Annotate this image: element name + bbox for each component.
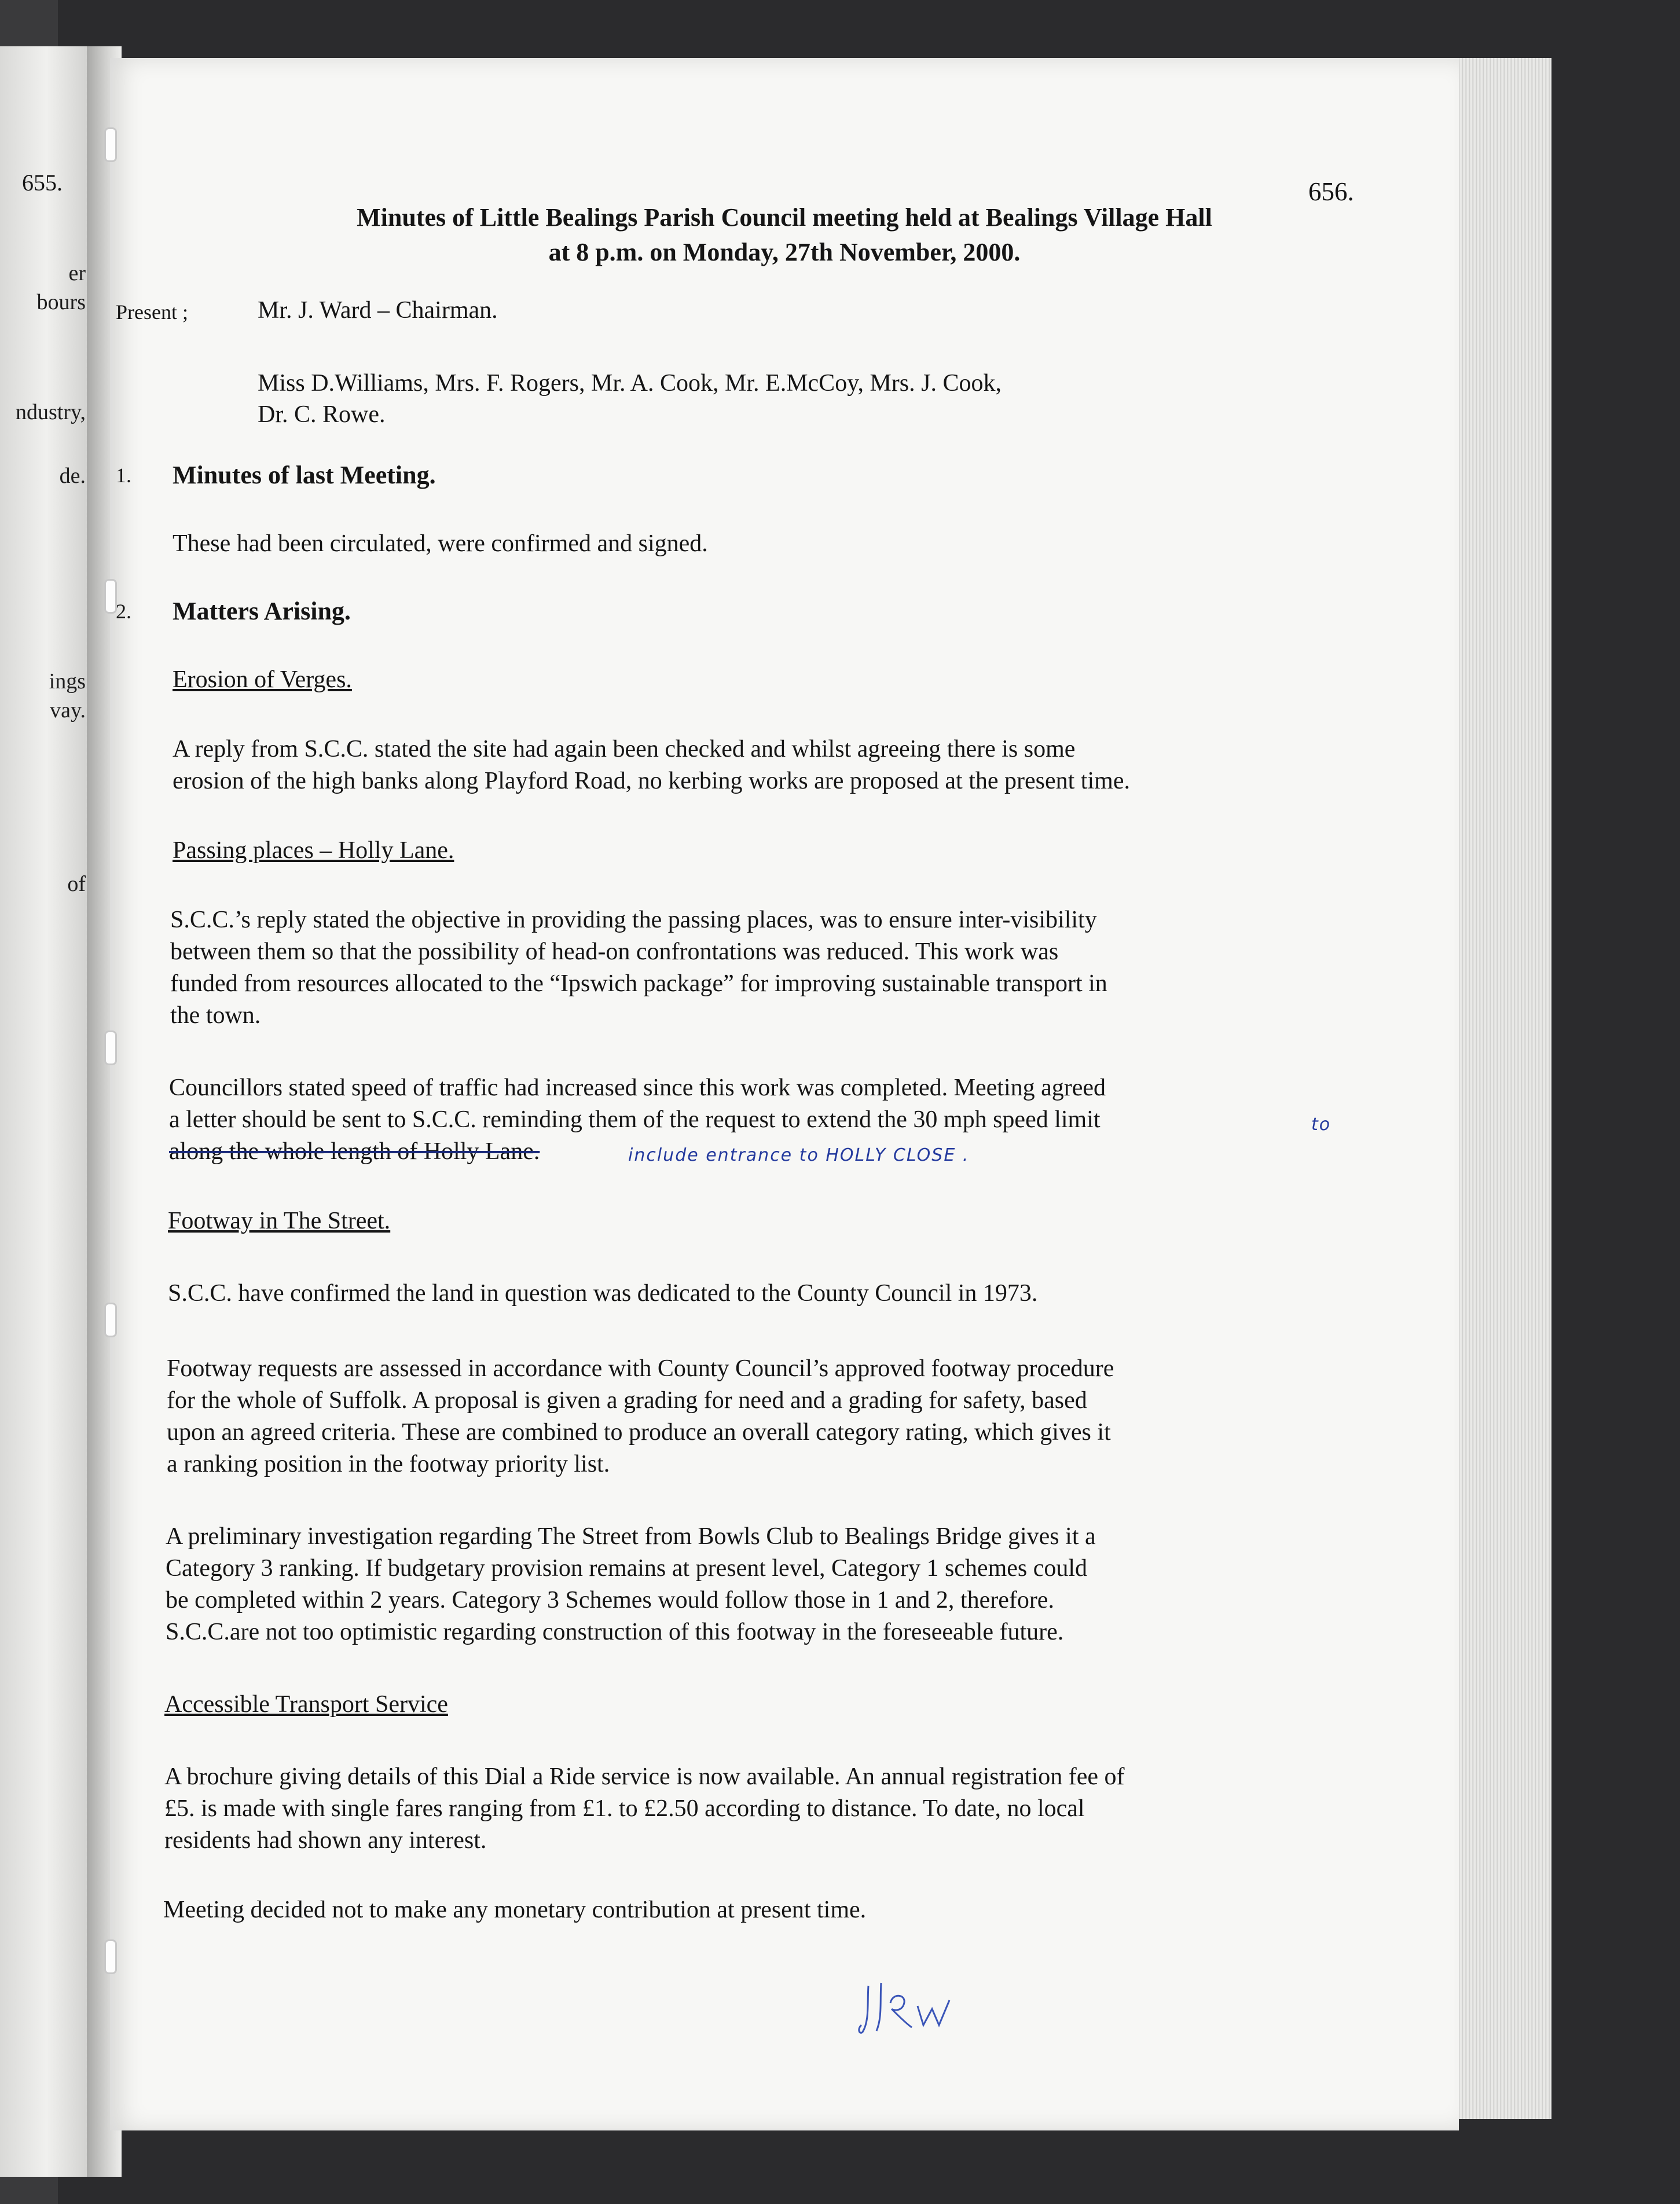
paragraph-line: Councillors stated speed of traffic had increased since this work was completed. Meeting agreed — [169, 1075, 1106, 1101]
paragraph-line: upon an agreed criteria. These are combined to produce an overall category rating, which gives it — [167, 1419, 1111, 1446]
paragraph-line: A preliminary investigation regarding The Street from Bowls Club to Bealings Bridge gives it a — [166, 1523, 1096, 1550]
struck-text: along the whole length of Holly Lane. — [169, 1138, 540, 1165]
page-title: Minutes of Little Bealings Parish Council meeting held at Bealings Village Hall — [357, 203, 1212, 232]
left-page-number: 655. — [22, 170, 63, 196]
left-fragment: er — [68, 261, 86, 285]
paragraph-line: for the whole of Suffolk. A proposal is given a grading for need and a grading for safety, based — [167, 1387, 1087, 1414]
left-page — [0, 46, 93, 2177]
handwritten-insertion: include entrance to HOLLY CLOSE . — [628, 1145, 970, 1165]
paragraph-line: a ranking position in the footway priority list. — [167, 1451, 610, 1477]
subheading: Footway in The Street. — [168, 1208, 391, 1234]
paragraph-line: S.C.C.’s reply stated the objective in providing the passing places, was to ensure inter-visibility — [170, 907, 1097, 933]
present-label: Present ; — [116, 300, 188, 324]
paragraph-line: erosion of the high banks along Playford Road, no kerbing works are proposed at the present time. — [173, 768, 1130, 794]
chairman: Mr. J. Ward – Chairman. — [258, 297, 498, 324]
left-fragment: de. — [59, 464, 86, 488]
title-line2: at 8 p.m. on Monday, 27th November, 2000. — [548, 238, 1021, 266]
paragraph: These had been circulated, were confirmed and signed. — [173, 530, 708, 557]
left-fragment: ings — [49, 669, 86, 694]
paragraph-line: a letter should be sent to S.C.C. reminding them of the request to extend the 30 mph speed limit — [169, 1106, 1101, 1133]
left-fragment: vay. — [50, 698, 86, 723]
paragraph-line: A brochure giving details of this Dial a Ride service is now available. An annual registration fee of — [164, 1763, 1125, 1790]
signature — [857, 1974, 973, 2038]
page-number: 656. — [1308, 177, 1354, 206]
members-line1: Miss D.Williams, Mrs. F. Rogers, Mr. A. Cook, Mr. E.McCoy, Mrs. J. Cook, — [258, 370, 1002, 397]
paragraph-line: be completed within 2 years. Category 3 Schemes would follow those in 1 and 2, therefore. — [166, 1587, 1054, 1613]
paragraph-line: Meeting decided not to make any monetary contribution at present time. — [163, 1897, 867, 1923]
paragraph-line: A reply from S.C.C. stated the site had again been checked and whilst agreeing there is some — [173, 736, 1076, 762]
left-fragment: bours — [36, 290, 86, 314]
paragraph-line: funded from resources allocated to the “Ipswich package” for improving sustainable transport in — [170, 970, 1107, 997]
paragraph-line: Footway requests are assessed in accordance with County Council’s approved footway procedure — [167, 1355, 1114, 1382]
paragraph-line: £5. is made with single fares ranging from £1. to £2.50 according to distance. To date, no local — [164, 1795, 1085, 1822]
left-fragment: of — [67, 872, 86, 896]
handwritten-insertion: to — [1311, 1114, 1331, 1135]
page-subtitle — [110, 237, 1459, 267]
item-number: 2. — [116, 600, 131, 623]
subheading: Passing places – Holly Lane. — [173, 837, 454, 864]
paragraph-line: Category 3 ranking. If budgetary provision remains at present level, Category 1 schemes could — [166, 1555, 1088, 1582]
item-number: 1. — [116, 464, 131, 487]
left-fragment: ndustry, — [15, 400, 86, 424]
paragraph-line: residents had shown any interest. — [164, 1827, 487, 1854]
paragraph-line: between them so that the possibility of head-on confrontations was reduced. This work was — [170, 938, 1059, 965]
minutes-page — [110, 58, 1459, 2130]
subheading: Accessible Transport Service — [164, 1691, 448, 1718]
paragraph-line: S.C.C.are not too optimistic regarding construction of this footway in the foreseeable future. — [166, 1619, 1064, 1645]
section-heading: Minutes of last Meeting. — [173, 461, 436, 489]
subheading: Erosion of Verges. — [173, 666, 352, 693]
paragraph-line: S.C.C. have confirmed the land in question was dedicated to the County Council in 1973. — [168, 1280, 1038, 1307]
section-heading: Matters Arising. — [173, 597, 351, 625]
members-line2: Dr. C. Rowe. — [258, 401, 386, 428]
paragraph-line: the town. — [170, 1002, 261, 1029]
